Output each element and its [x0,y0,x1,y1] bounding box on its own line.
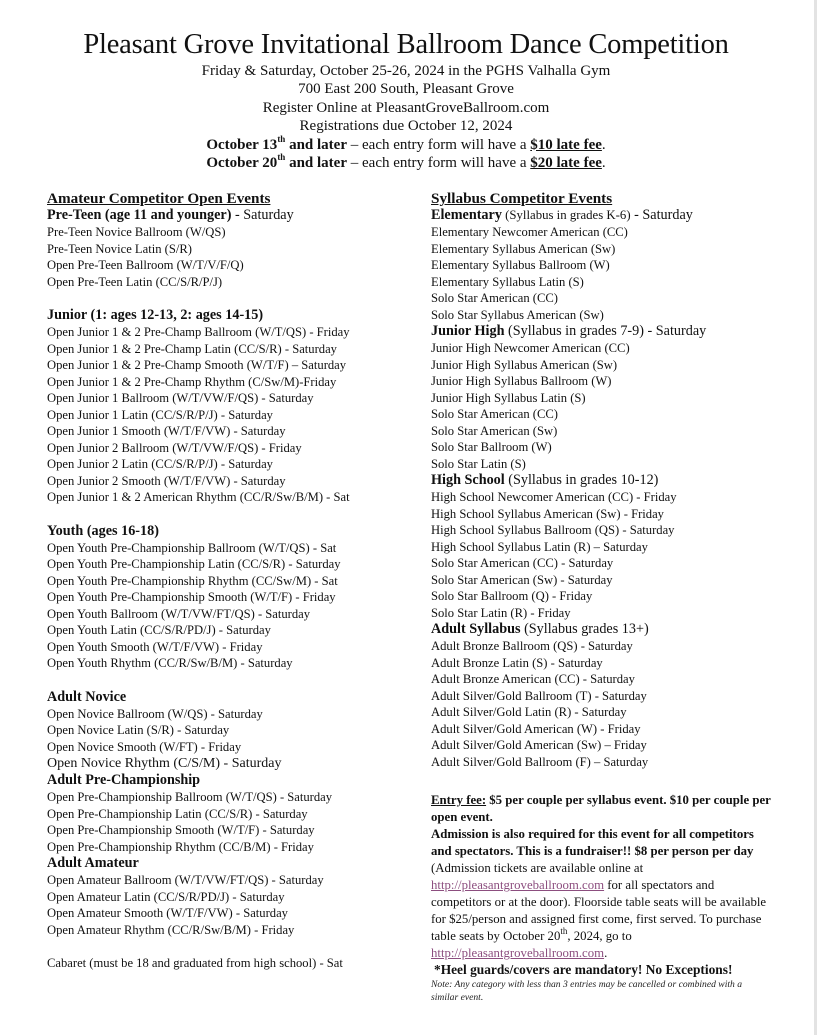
list-item: Junior High Newcomer American (CC) [431,341,630,355]
list-item: Elementary Syllabus Ballroom (W) [431,258,610,272]
list-item: Open Novice Latin (S/R) - Saturday [47,723,230,737]
list-item: High School Syllabus Latin (R) – Saturday [431,539,648,554]
syllabus-events-column [431,190,771,1004]
list-item: Solo Star American (CC) [431,407,558,421]
list-item: Elementary Syllabus Latin (S) [431,274,584,289]
list-item: Open Amateur Smooth (W/T/F/VW) - Saturday [47,906,288,920]
list-item: Open Pre-Teen Ballroom (W/T/V/F/Q) [47,258,244,272]
list-item: Open Youth Latin (CC/S/R/PD/J) - Saturday [47,623,271,637]
website-link-2[interactable]: http://pleasantgroveballroom.com [431,946,605,960]
list-item: Junior High Syllabus Latin (S) [431,390,586,405]
late-fee-line-2: October 20th and later – each entry form will have a $20 late fee. [206,152,606,172]
list-item: Open Youth Rhythm (CC/R/Sw/B/M) - Saturday [47,656,293,670]
list-item: High School Syllabus Ballroom (QS) - Saturday [431,523,675,537]
list-item: Solo Star American (CC) - Saturday [431,556,614,570]
list-item: Open Junior 1 Ballroom (W/T/VW/F/QS) - Saturday [47,391,314,405]
list-item: Junior High Syllabus Ballroom (W) [431,374,612,388]
list-item: Adult Silver/Gold Ballroom (F) – Saturday [431,754,649,769]
list-item: Adult Silver/Gold Latin (R) - Saturday [431,705,627,719]
list-item: Open Novice Ballroom (W/QS) - Saturday [47,706,263,721]
amateur-section-title: Amateur Competitor Open Events [47,190,271,207]
list-item: Solo Star Latin (R) - Friday [431,605,571,620]
adult-novice-heading: Adult Novice [47,688,127,705]
list-item: Adult Bronze Ballroom (QS) - Saturday [431,639,633,653]
page-title: Pleasant Grove Invitational Ballroom Dance Competition [83,29,729,60]
register-line: Register Online at PleasantGroveBallroom.com [262,99,550,116]
list-item: Open Pre-Championship Rhythm (CC/B/M) - Friday [47,839,314,854]
list-item: Adult Bronze American (CC) - Saturday [431,672,635,686]
preteen-heading: Pre-Teen (age 11 and younger) - Saturday [47,207,294,223]
list-item: Open Youth Ballroom (W/T/VW/FT/QS) - Saturday [47,606,311,621]
list-item: Open Pre-Championship Latin (CC/S/R) - Saturday [47,806,308,821]
youth-heading: Youth (ages 16-18) [47,522,159,539]
date-line: Friday & Saturday, October 25-26, 2024 in the PGHS Valhalla Gym [201,63,611,79]
elementary-heading: Elementary (Syllabus in grades K-6) - Saturday [431,207,693,223]
youth-list [47,540,407,672]
junior-list [47,324,407,506]
list-item: Solo Star Ballroom (Q) - Friday [431,589,593,603]
adult-syllabus-heading: Adult Syllabus (Syllabus grades 13+) [431,621,649,637]
list-item: Solo Star Latin (S) [431,456,526,471]
admission-bold: Admission is also required for this event for all competitors and spectators. This is a fundraiser!! $8 per person per day [431,827,754,858]
list-item: Junior High Syllabus American (Sw) [431,357,618,372]
document-header [0,28,812,172]
list-item: Open Junior 2 Latin (CC/S/R/P/J) - Saturday [47,457,273,471]
syllabus-section-title: Syllabus Competitor Events [431,190,613,207]
small-note: Note: Any category with less than 3 entries may be cancelled or combined with a similar event. [431,979,743,1003]
list-item: Solo Star American (Sw) - Saturday [431,572,613,587]
list-item: Open Novice Rhythm (C/S/M) - Saturday [47,756,282,771]
list-item: Open Junior 1 Latin (CC/S/R/P/J) - Saturday [47,407,273,422]
elementary-list [431,224,771,323]
list-item: Open Junior 1 & 2 Pre-Champ Ballroom (W/T/QS) - Friday [47,325,350,339]
list-item: Open Junior 1 & 2 Pre-Champ Rhythm (C/Sw/M)-Friday [47,374,337,389]
list-item: Open Junior 1 Smooth (W/T/F/VW) - Saturday [47,424,286,438]
entry-fee-label: Entry fee: [431,793,487,807]
high-school-heading: High School (Syllabus in grades 10-12) [431,472,659,488]
list-item: Solo Star Ballroom (W) [431,440,552,454]
high-school-list [431,489,771,621]
website-link[interactable]: http://pleasantgroveballroom.com [431,878,605,892]
entry-fee-info: Entry fee: $5 per couple per syllabus event. $10 per couple per open event. Admission is also required for this event for all competitors and spectators. This is a fundraiser!! $8 per person per day (Admission tickets are available online at http://pleasantgroveballroom.com for all spectators and competitors or at the door). Floorside table seats will be available for $25/person and assigned first come, first served. To purchase table seats by October 20th, 2024, go to http://pleasantgroveballroom.com. [431,793,771,960]
address-line: 700 East 200 South, Pleasant Grove [298,81,514,98]
list-item: Solo Star American (CC) [431,291,558,305]
list-item: Open Junior 1 & 2 Pre-Champ Smooth (W/T/F) – Saturday [47,358,347,372]
list-item: High School Syllabus American (Sw) - Friday [431,506,664,521]
amateur-events-column [47,190,407,972]
list-item: Open Pre-Championship Smooth (W/T/F) - Saturday [47,823,315,837]
late-fee-line-1: October 13th and later – each entry form will have a $10 late fee. [206,133,606,153]
junior-high-heading: Junior High (Syllabus in grades 7-9) - Saturday [431,323,707,339]
list-item: Pre-Teen Novice Latin (S/R) [47,241,192,256]
list-item: Open Youth Pre-Championship Rhythm (CC/Sw/M) - Sat [47,573,338,588]
list-item: Solo Star Syllabus American (Sw) [431,307,604,322]
adult-syllabus-list [431,638,771,770]
adult-amateur-heading: Adult Amateur [47,855,139,871]
list-item: Adult Bronze Latin (S) - Saturday [431,655,603,670]
list-item: Elementary Syllabus American (Sw) [431,241,616,256]
list-item: Open Pre-Championship Ballroom (W/T/QS) - Saturday [47,790,333,804]
adult-amateur-list [47,872,407,938]
list-item: Adult Silver/Gold Ballroom (T) - Saturday [431,688,647,703]
list-item: Open Junior 2 Ballroom (W/T/VW/F/QS) - Friday [47,440,302,455]
preteen-list [47,224,407,290]
list-item: Open Pre-Teen Latin (CC/S/R/P/J) [47,274,223,289]
list-item: Open Amateur Ballroom (W/T/VW/FT/QS) - Saturday [47,873,324,887]
list-item: High School Newcomer American (CC) - Friday [431,490,677,504]
list-item: Open Junior 1 & 2 Pre-Champ Latin (CC/S/R) - Saturday [47,341,337,356]
list-item: Pre-Teen Novice Ballroom (W/QS) [47,225,226,239]
list-item: Open Youth Smooth (W/T/F/VW) - Friday [47,639,263,654]
list-item: Solo Star American (Sw) [431,423,558,438]
list-item: Open Youth Pre-Championship Latin (CC/S/R) - Saturday [47,557,341,571]
adult-prechamp-list [47,789,407,855]
junior-high-list [431,340,771,472]
due-line: Registrations due October 12, 2024 [299,118,513,135]
list-item: Open Junior 1 & 2 American Rhythm (CC/R/Sw/B/M) - Sat [47,490,350,504]
list-item: Open Novice Smooth (W/FT) - Friday [47,739,242,754]
junior-heading: Junior (1: ages 12-13, 2: ages 14-15) [47,307,264,323]
list-item: Open Youth Pre-Championship Smooth (W/T/F) - Friday [47,590,336,604]
list-item: Open Youth Pre-Championship Ballroom (W/T/QS) - Sat [47,540,337,555]
list-item: Adult Silver/Gold American (W) - Friday [431,721,641,736]
list-item: Open Amateur Rhythm (CC/R/Sw/B/M) - Friday [47,922,295,937]
adult-novice-list [47,706,407,756]
adult-prechamp-heading: Adult Pre-Championship [47,772,201,788]
heel-guard-notice: *Heel guards/covers are mandatory! No Exceptions! [434,962,733,977]
list-item: Open Amateur Latin (CC/S/R/PD/J) - Saturday [47,889,285,904]
list-item: Open Junior 2 Smooth (W/T/F/VW) - Saturday [47,473,286,488]
list-item: Elementary Newcomer American (CC) [431,225,628,239]
cabaret-item: Cabaret (must be 18 and graduated from high school) - Sat [47,956,343,970]
list-item: Adult Silver/Gold American (Sw) – Friday [431,738,647,752]
